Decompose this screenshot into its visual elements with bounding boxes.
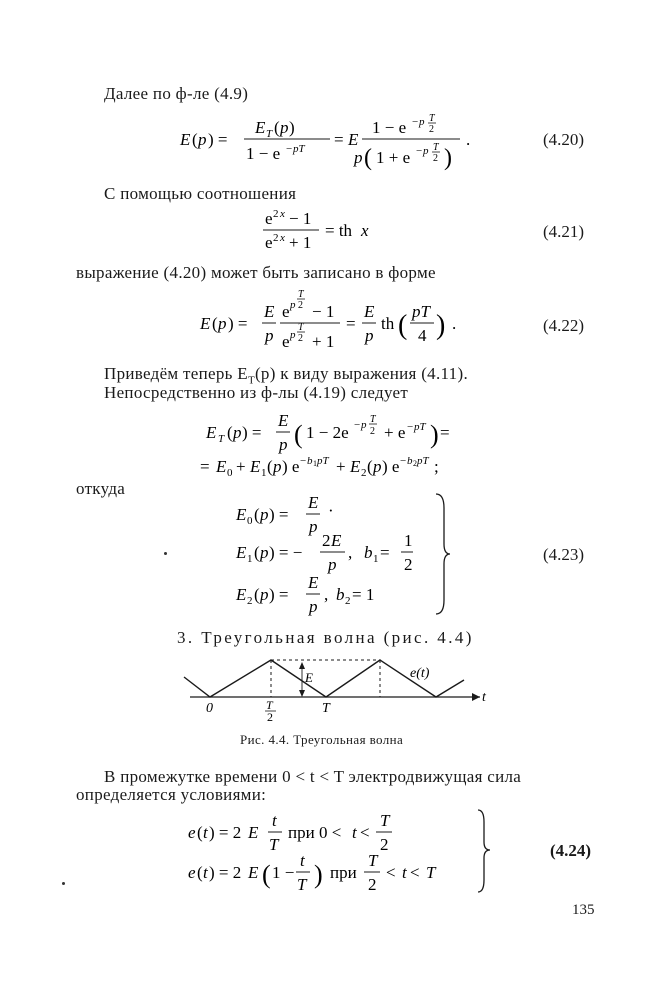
svg-text:T: T (298, 289, 304, 300)
svg-text:(: ( (274, 118, 280, 137)
svg-text:+ e: + e (384, 423, 406, 442)
label-et: e(t) (410, 666, 430, 681)
svg-text:E: E (364, 302, 375, 321)
svg-text:T: T (298, 322, 304, 333)
interval-text-2: определяется условиями: (76, 785, 267, 804)
svg-text:e: e (188, 823, 196, 842)
svg-text:= th: = th (325, 221, 353, 240)
label-period: T (322, 701, 330, 716)
svg-text:2: 2 (345, 595, 351, 607)
relation-text: С помощью соотношения (104, 184, 297, 203)
svg-text:2: 2 (370, 426, 375, 437)
svg-text:E: E (264, 302, 275, 321)
svg-text:e: e (282, 302, 290, 321)
svg-text:при 0 <: при 0 < (288, 823, 342, 842)
bring-text-part2: (p) к виду выражения (4.11). (254, 364, 468, 383)
svg-text:T: T (368, 851, 378, 870)
svg-text:E: E (180, 130, 191, 149)
svg-text:T: T (266, 128, 273, 140)
svg-text:(: ( (192, 130, 198, 149)
svg-text:): ) (436, 310, 446, 341)
svg-text:=: = (334, 130, 344, 149)
svg-text:) =: ) = (269, 585, 289, 604)
svg-text:T: T (433, 142, 439, 153)
svg-text:t: t (300, 851, 305, 870)
page-number: 135 (572, 902, 595, 918)
svg-text:(: ( (398, 310, 408, 341)
svg-text:t: t (402, 863, 407, 882)
svg-text:p: p (328, 555, 337, 574)
figure-triangular-wave (180, 652, 490, 724)
svg-text:) =: ) = (242, 423, 262, 442)
svg-text:;: ; (434, 457, 439, 476)
svg-text:−: − (412, 116, 419, 128)
equation-4-24 (180, 804, 500, 896)
label-half-period-den: 2 (267, 710, 273, 724)
svg-text:e: e (265, 209, 273, 228)
svg-text:=: = (200, 457, 210, 476)
svg-text:−: − (286, 143, 293, 155)
svg-text:b: b (364, 543, 373, 562)
svg-text:(: ( (254, 543, 260, 562)
svg-text:(: ( (267, 457, 273, 476)
svg-text:·: · (328, 501, 334, 520)
svg-text:1 + e: 1 + e (376, 148, 411, 167)
svg-text:p: p (260, 585, 269, 604)
svg-text:= 1: = 1 (352, 585, 375, 604)
rewrite-text: выражение (4.20) может быть записано в форме (76, 263, 436, 282)
svg-text:p: p (198, 130, 207, 149)
svg-text:2: 2 (298, 300, 303, 311)
whence-text: откуда (76, 479, 126, 498)
svg-text:): ) (430, 420, 439, 449)
svg-text:): ) (314, 860, 323, 889)
svg-text:(: ( (364, 145, 372, 171)
equation-et-expansion (196, 404, 496, 484)
svg-text:1 − e: 1 − e (246, 144, 281, 163)
svg-text:(: ( (197, 863, 203, 882)
follow-text: Непосредственно из ф-лы (4.19) следует (104, 383, 409, 402)
svg-text:p: p (233, 423, 242, 442)
svg-text:) e: ) e (282, 457, 300, 476)
svg-text:1 − e: 1 − e (372, 118, 407, 137)
label-t: t (482, 690, 486, 705)
speck (62, 882, 65, 885)
svg-text:+: + (236, 457, 246, 476)
svg-text:E: E (248, 863, 259, 882)
svg-text:1: 1 (313, 459, 317, 468)
equation-4-20 (170, 108, 490, 178)
svg-text:=: = (440, 423, 450, 442)
svg-text:.: . (452, 314, 457, 333)
intro-text: Далее по ф-ле (4.9) (104, 84, 249, 103)
label-zero: 0 (206, 701, 213, 716)
equation-number-4-22: (4.22) (543, 316, 585, 335)
svg-text:2: 2 (273, 232, 279, 244)
svg-text:(: ( (212, 314, 218, 333)
svg-text:.: . (466, 130, 471, 149)
svg-text:−: − (400, 455, 407, 467)
svg-text:t: t (203, 863, 208, 882)
svg-text:b: b (336, 585, 345, 604)
svg-text:−: − (407, 421, 414, 433)
svg-text:E: E (350, 457, 361, 476)
svg-text:T: T (380, 811, 390, 830)
svg-text:t: t (272, 811, 277, 830)
svg-text:2: 2 (361, 467, 367, 479)
svg-text:p: p (290, 329, 296, 341)
svg-text:+ 1: + 1 (312, 332, 335, 351)
svg-text:1 −: 1 − (272, 863, 295, 882)
svg-text:b: b (407, 455, 413, 467)
svg-text:pT: pT (412, 302, 430, 321)
equation-number-4-20: (4.20) (543, 130, 585, 149)
svg-text:2: 2 (404, 555, 413, 574)
svg-text:) =: ) = (208, 130, 228, 149)
svg-text:− 1: − 1 (289, 209, 312, 228)
svg-text:T: T (370, 414, 376, 425)
svg-text:x: x (361, 221, 369, 240)
svg-text:−: − (300, 455, 307, 467)
svg-text:p: p (280, 118, 289, 137)
svg-text:E: E (248, 823, 259, 842)
figure-caption: Рис. 4.4. Треугольная волна (240, 732, 404, 747)
svg-text:(: ( (254, 505, 260, 524)
label-half-period-num: T (266, 698, 273, 712)
axis-arrow (472, 693, 480, 701)
svg-text:p: p (365, 326, 374, 345)
svg-text:pT: pT (417, 455, 429, 467)
svg-text:b: b (307, 455, 313, 467)
svg-text:+ 1: + 1 (289, 233, 312, 252)
svg-text:t: t (203, 823, 208, 842)
svg-text:− 1: − 1 (312, 302, 335, 321)
svg-text:x: x (280, 208, 285, 220)
svg-text:1: 1 (247, 553, 253, 565)
svg-text:e: e (188, 863, 196, 882)
svg-text:p: p (290, 299, 296, 311)
svg-text:E: E (216, 457, 227, 476)
equation-number-4-21: (4.21) (543, 222, 585, 241)
svg-text:) = −: ) = − (269, 543, 303, 562)
svg-text:2: 2 (247, 595, 253, 607)
svg-text:p: p (218, 314, 227, 333)
svg-text:E: E (331, 531, 342, 550)
svg-text:p: p (309, 597, 318, 616)
svg-text:E: E (206, 423, 217, 442)
svg-text:2: 2 (322, 531, 331, 550)
svg-text:) e: ) e (382, 457, 400, 476)
svg-text:+: + (336, 457, 346, 476)
svg-text:p: p (354, 148, 363, 167)
svg-text:,: , (348, 543, 353, 562)
label-amplitude: E (305, 670, 313, 685)
svg-text:(: ( (227, 423, 233, 442)
svg-text:(: ( (197, 823, 203, 842)
svg-text:T: T (218, 433, 225, 445)
svg-text:E: E (236, 543, 247, 562)
svg-text:E: E (278, 411, 289, 430)
svg-text:E: E (236, 505, 247, 524)
svg-text:<: < (386, 863, 396, 882)
equation-4-22 (190, 284, 480, 360)
svg-text:(: ( (367, 457, 373, 476)
svg-text:при: при (330, 863, 357, 882)
svg-text:4: 4 (418, 326, 427, 345)
svg-text:(: ( (294, 420, 303, 449)
svg-text:−: − (416, 145, 423, 157)
svg-text:1 − 2e: 1 − 2e (306, 423, 349, 442)
svg-text:2: 2 (298, 333, 303, 344)
section-title: 3. Треугольная волна (рис. 4.4) (177, 628, 474, 647)
svg-text:p: p (419, 116, 425, 128)
svg-text:2: 2 (380, 835, 389, 854)
svg-text:,: , (324, 585, 329, 604)
svg-text:pT: pT (317, 455, 329, 467)
bring-text-sub: T (247, 374, 255, 387)
svg-text:E: E (250, 457, 261, 476)
svg-text:0: 0 (227, 467, 233, 479)
svg-text:E: E (348, 130, 359, 149)
interval-text-1: В промежутке времени 0 < t < T электродвижущая сила (104, 767, 522, 786)
svg-text:p: p (265, 326, 274, 345)
svg-text:1: 1 (404, 531, 413, 550)
svg-text:pT: pT (293, 143, 305, 155)
svg-text:1: 1 (261, 467, 267, 479)
svg-text:pT: pT (414, 421, 426, 433)
svg-text:(: ( (254, 585, 260, 604)
svg-text:2: 2 (368, 875, 377, 894)
svg-text:) =: ) = (228, 314, 248, 333)
svg-text:E: E (236, 585, 247, 604)
svg-text:T: T (426, 863, 436, 882)
svg-text:p: p (279, 435, 288, 454)
svg-text:T: T (297, 875, 307, 894)
svg-text:t: t (352, 823, 357, 842)
svg-text:): ) (289, 118, 295, 137)
svg-text:=: = (380, 543, 390, 562)
speck (164, 552, 167, 555)
svg-text:T: T (269, 835, 279, 854)
svg-text:p: p (260, 543, 269, 562)
svg-text:E: E (308, 573, 319, 592)
svg-text:E: E (200, 314, 211, 333)
svg-text:) = 2: ) = 2 (209, 823, 242, 842)
equation-4-21 (255, 204, 385, 256)
bring-text-part1: Приведём теперь E (104, 364, 248, 383)
svg-text:=: = (346, 314, 356, 333)
equation-number-4-23: (4.23) (543, 545, 585, 564)
svg-text:T: T (429, 113, 435, 124)
svg-text:(: ( (262, 860, 271, 889)
svg-text:<: < (360, 823, 370, 842)
svg-text:2: 2 (273, 208, 279, 220)
svg-text:2: 2 (433, 153, 438, 164)
svg-text:p: p (423, 145, 429, 157)
svg-text:p: p (361, 419, 367, 431)
svg-text:2: 2 (413, 459, 417, 468)
svg-text:<: < (410, 863, 420, 882)
svg-text:E: E (255, 118, 266, 137)
svg-text:p: p (373, 457, 382, 476)
svg-text:th: th (381, 314, 395, 333)
svg-text:p: p (273, 457, 282, 476)
equation-4-23 (228, 488, 458, 620)
svg-text:) =: ) = (269, 505, 289, 524)
svg-text:e: e (282, 332, 290, 351)
svg-text:−: − (354, 419, 361, 431)
svg-text:p: p (260, 505, 269, 524)
svg-text:E: E (308, 493, 319, 512)
svg-text:e: e (265, 233, 273, 252)
svg-text:0: 0 (247, 515, 253, 527)
equation-number-4-24: (4.24) (550, 841, 592, 860)
svg-text:x: x (280, 232, 285, 244)
svg-text:1: 1 (373, 553, 379, 565)
svg-text:2: 2 (429, 124, 434, 135)
svg-text:p: p (309, 517, 318, 536)
svg-text:) = 2: ) = 2 (209, 863, 242, 882)
svg-text:): ) (444, 145, 452, 171)
